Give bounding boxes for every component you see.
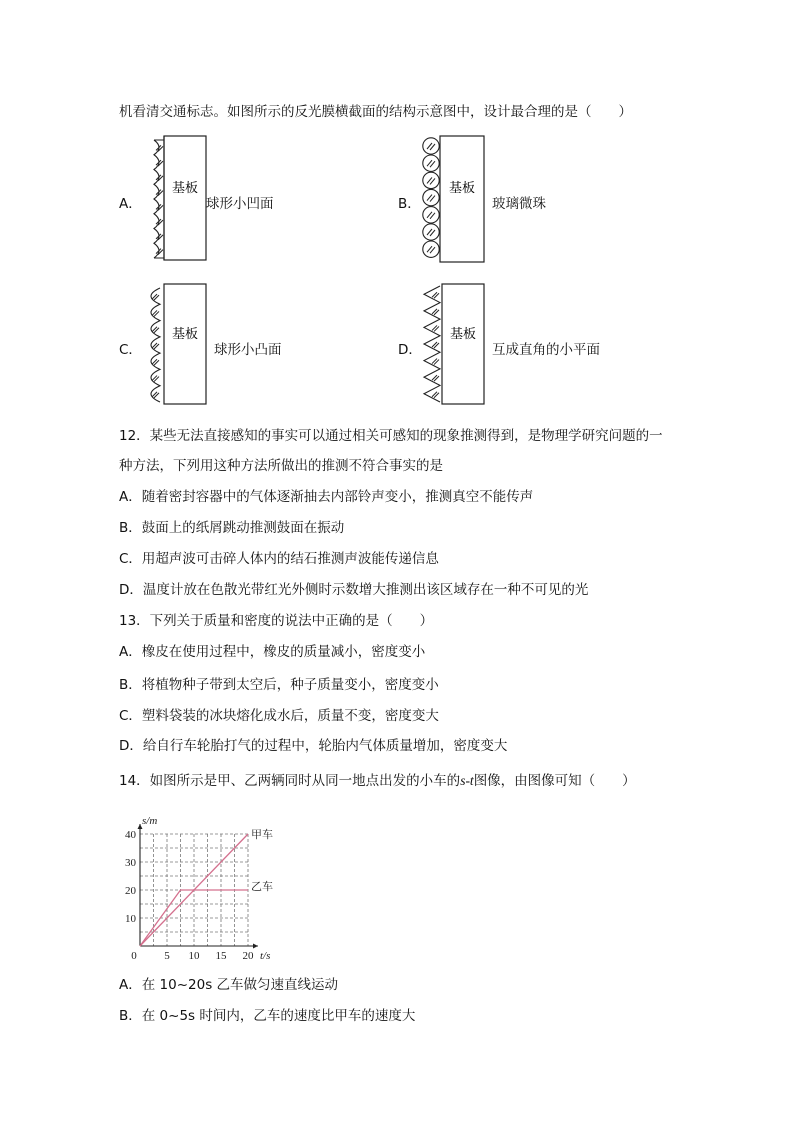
q14-stem-post: 图像，由图像可知（ ） <box>473 773 636 789</box>
x-axis-label: t/s <box>260 950 271 962</box>
option-desc: 球形小凸面 <box>214 342 282 358</box>
option-desc: 球形小凹面 <box>206 196 274 212</box>
q14-stem-pre: 14．如图所示是甲、乙两辆同时从同一地点出发的小车的 <box>119 773 461 789</box>
x-tick-label: 15 <box>215 950 227 962</box>
reflective-film-sawtooth-figure <box>416 282 488 408</box>
intro-line: 机看清交通标志。如图所示的反光膜横截面的结构示意图中，设计最合理的是（ ） <box>119 104 632 120</box>
q12-stem-line1: 12．某些无法直接感知的事实可以通过相关可感知的现象推测得到，是物理学研究问题的一 <box>119 428 663 444</box>
option-letter: D． <box>398 342 422 358</box>
q14-stem <box>119 772 636 790</box>
q12-option-c: C．用超声波可击碎人体内的结石推测声波能传递信息 <box>119 551 439 567</box>
y-tick-label: 20 <box>125 885 136 897</box>
q14-option-b: B．在 0~5s 时间内，乙车的速度比甲车的速度大 <box>119 1008 416 1024</box>
q12-option-a: A．随着密封容器中的气体逐渐抽去内部铃声变小，推测真空不能传声 <box>119 489 534 505</box>
y-axis-label: s/m <box>142 815 158 827</box>
x-tick-label: 10 <box>188 950 200 962</box>
substrate-label: 基板 <box>171 327 199 342</box>
x-tick-label: 20 <box>242 950 254 962</box>
option-letter: B． <box>398 196 421 212</box>
q13-stem: 13．下列关于质量和密度的说法中正确的是（ ） <box>119 613 434 629</box>
option-desc: 互成直角的小平面 <box>492 342 600 358</box>
y-tick-label: 10 <box>125 913 136 925</box>
q13-option-c: C．塑料袋装的冰块熔化成水后，质量不变，密度变大 <box>119 708 439 724</box>
reflective-film-convex-figure <box>138 282 210 408</box>
q14-stem-st: s-t <box>460 773 474 788</box>
substrate-label: 基板 <box>171 181 199 196</box>
y-tick-label: 30 <box>125 857 136 869</box>
substrate-label: 基板 <box>449 327 477 342</box>
x-axis-arrow <box>253 944 258 949</box>
option-letter: C． <box>119 342 142 358</box>
q12-option-b: B．鼓面上的纸屑跳动推测鼓面在振动 <box>119 520 345 536</box>
x-tick-label: 5 <box>164 950 170 962</box>
x-tick-label: 0 <box>131 950 137 962</box>
series-label: 乙车 <box>251 880 273 893</box>
q12-stem-line2: 种方法，下列用这种方法所做出的推测不符合事实的是 <box>119 458 443 474</box>
q13-option-a: A．橡皮在使用过程中，橡皮的质量减小，密度变小 <box>119 644 426 660</box>
q13-option-b: B．将植物种子带到太空后，种子质量变小，密度变小 <box>119 677 439 693</box>
y-tick-label: 40 <box>125 829 136 841</box>
option-letter: A． <box>119 196 142 212</box>
st-graph <box>112 812 312 962</box>
reflective-film-concave-figure <box>138 134 210 262</box>
chart-series <box>140 828 273 946</box>
reflective-film-beads-figure <box>416 134 488 264</box>
q14-option-a: A．在 10~20s 乙车做匀速直线运动 <box>119 977 339 993</box>
q13-option-d: D．给自行车轮胎打气的过程中，轮胎内气体质量增加，密度变大 <box>119 738 508 754</box>
option-desc: 玻璃微珠 <box>492 196 546 212</box>
substrate-label: 基板 <box>448 181 476 196</box>
series-label: 甲车 <box>251 828 273 841</box>
q12-option-d: D．温度计放在色散光带红光外侧时示数增大推测出该区域存在一种不可见的光 <box>119 582 589 598</box>
